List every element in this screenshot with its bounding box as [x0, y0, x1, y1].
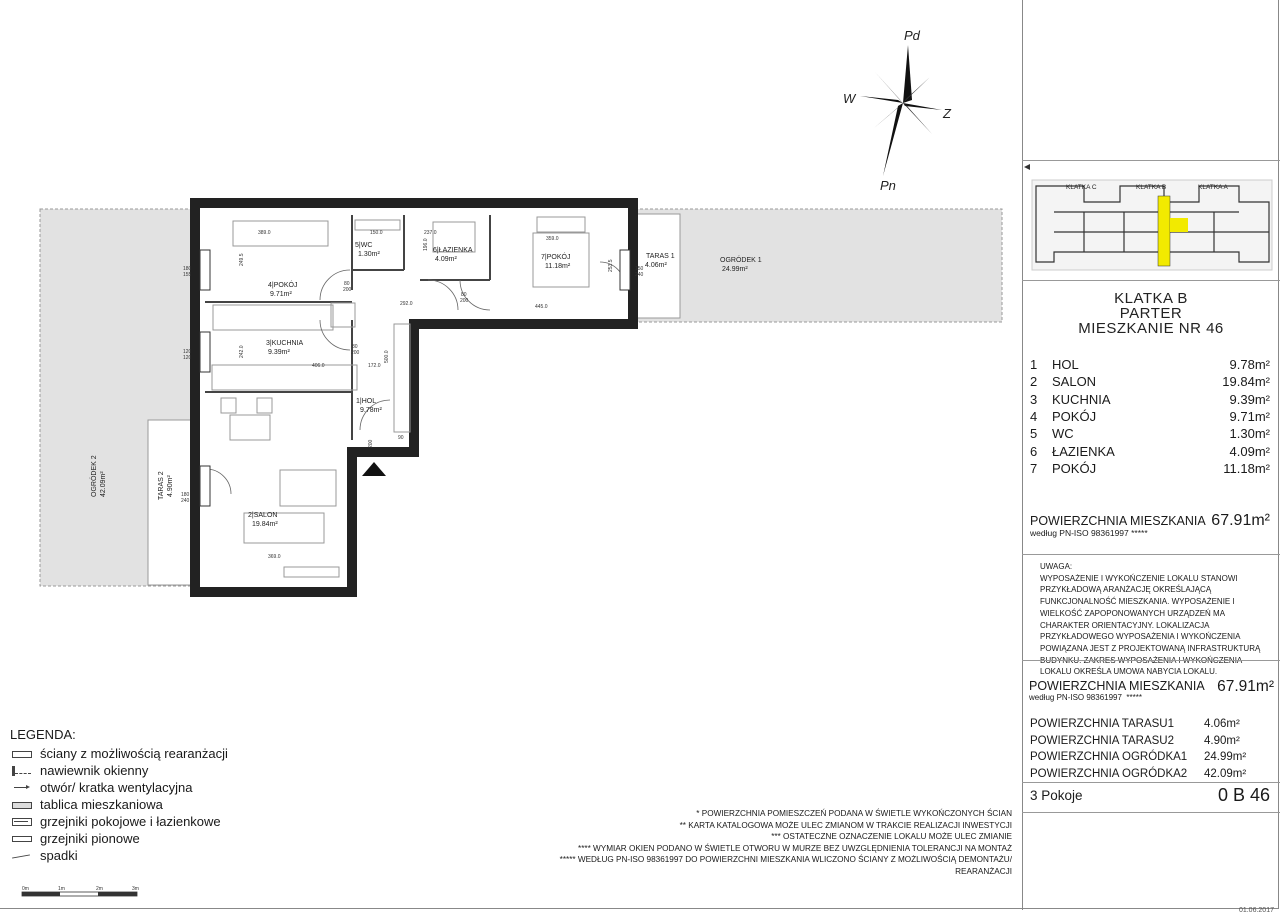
- header-line3: MIESZKANIE NR 46: [1078, 320, 1224, 337]
- wall-rearrange-icon: [10, 749, 34, 759]
- apartment-code: 0 B 46: [1217, 785, 1270, 805]
- plan-garden1-area: 24.99m²: [722, 266, 748, 273]
- plan-room2-name: 2|SALON: [248, 512, 278, 519]
- key-plan: [1024, 162, 1278, 278]
- plan-terrace1-area: 4.06m²: [645, 262, 667, 269]
- plan-room3-area: 9.39m²: [268, 349, 290, 356]
- room-row: 5 WC 1.30m²: [1030, 426, 1270, 442]
- notes-title: UWAGA:: [1040, 562, 1073, 571]
- total-area-block: [1030, 514, 1270, 538]
- plan-room4-name: 4|POKÓJ: [268, 282, 298, 289]
- svg-text:196.0: 196.0: [423, 238, 429, 251]
- legend-item: tablica mieszkaniowa: [10, 796, 228, 813]
- room-row: 4 POKÓJ 9.71m²: [1030, 409, 1270, 425]
- total-area-block-2: [1029, 679, 1274, 702]
- plan-terrace2-name: TARAS 2: [158, 471, 165, 500]
- svg-text:249.5: 249.5: [239, 253, 245, 266]
- plan-room7-area: 11.18m²: [545, 263, 571, 270]
- keyplan-label-b: KLATKA B: [1136, 184, 1167, 191]
- total-area-value: 67.91m²: [1211, 512, 1270, 529]
- plan-room3-name: 3|KUCHNIA: [266, 340, 304, 347]
- svg-text:200: 200: [343, 287, 352, 293]
- legend-item: spadki: [10, 847, 228, 864]
- svg-text:237.0: 237.0: [424, 230, 437, 236]
- svg-text:80: 80: [344, 281, 350, 287]
- list-item: POWIERZCHNIA OGRÓDKA1 24.99m²: [1030, 751, 1247, 764]
- svg-text:242.0: 242.0: [239, 345, 245, 358]
- keyplan-highlight: [1158, 196, 1170, 266]
- plan-room5-name: 5|WC: [355, 242, 373, 249]
- scale-bar: [18, 884, 148, 900]
- svg-text:155: 155: [183, 272, 192, 278]
- svg-text:1m: 1m: [58, 886, 65, 892]
- svg-text:80: 80: [352, 344, 358, 350]
- legend-item: otwór/ kratka wentylacyjna: [10, 779, 228, 796]
- svg-text:180: 180: [181, 492, 190, 498]
- panel-board-icon: [10, 800, 34, 810]
- total-area-value-2: 67.91m²: [1217, 678, 1274, 695]
- plan-room6-name: 6|ŁAZIENKA: [433, 247, 473, 254]
- svg-text:359.0: 359.0: [546, 236, 559, 242]
- legend-item: grzejniki pionowe: [10, 830, 228, 847]
- compass-e: Z: [943, 106, 951, 121]
- svg-text:240: 240: [181, 498, 190, 504]
- keyplan-label-a: KLATKA A: [1198, 184, 1228, 191]
- svg-text:445.0: 445.0: [535, 304, 548, 310]
- plan-room5-area: 1.30m²: [358, 251, 380, 258]
- list-item: POWIERZCHNIA TARASU2 4.90m²: [1030, 734, 1240, 747]
- window-vent-icon: [10, 766, 34, 776]
- date-stamp: 01.06.2017: [1238, 907, 1274, 914]
- radiator-icon: [10, 817, 34, 827]
- plan-terrace1-name: TARAS 1: [646, 253, 675, 260]
- compass-w: W: [843, 91, 856, 106]
- apartment-id: [1030, 785, 1272, 805]
- plan-garden2-name: OGRÓDEK 2: [91, 455, 98, 497]
- svg-text:3m: 3m: [132, 886, 139, 892]
- compass-rose: [843, 28, 952, 193]
- legend-title: LEGENDA:: [10, 727, 76, 742]
- svg-text:90: 90: [398, 435, 404, 441]
- outdoor-areas: [1030, 716, 1270, 782]
- legend-item: nawiewnik okienny: [10, 762, 228, 779]
- svg-text:389.0: 389.0: [258, 230, 271, 236]
- total-area-standard: według PN-ISO 98361997 *****: [1030, 528, 1148, 538]
- svg-text:80: 80: [461, 292, 467, 298]
- garden-1: [630, 209, 1002, 322]
- svg-text:253.5: 253.5: [608, 259, 614, 272]
- svg-text:150: 150: [635, 266, 644, 272]
- svg-text:292.0: 292.0: [400, 301, 413, 307]
- plan-room4-area: 9.71m²: [270, 291, 292, 298]
- plan-terrace2-area: 4.90m²: [167, 475, 174, 497]
- svg-text:200: 200: [460, 298, 469, 304]
- footnotes: * POWIERZCHNIA POMIESZCZEŃ PODANA W ŚWIETLE WYKOŃCZONYCH ŚCIAN ** KARTA KATALOGOWA MOŻE ULEC ZMIANOM W TRAKCIE REALIZACJI INWESTYCJI *** OSTATECZNE OZNACZENIE LOKALU MOŻE ULEC ZMIANIE **** WYMIAR OKIEN PODANO W ŚWIETLE OTWORU W MURZE BEZ UWZGLĘDNIENIA TOLERANCJI NA MONTAŻ ***** WEDŁUG PN-ISO 98361997 DO POWIERZCHNI MIESZKANIA WLICZONO ŚCIANY Z MOŻLIWOŚCIĄ DEMONTAŻU/ REARANŻACJI: [559, 809, 1012, 876]
- header-line2: PARTER: [1119, 305, 1183, 322]
- plan-garden2-area: 42.09m²: [100, 471, 107, 497]
- total-area-label: POWIERZCHNIA MIESZKANIA: [1030, 514, 1206, 528]
- room-row: 6 ŁAZIENKA 4.09m²: [1030, 443, 1270, 459]
- svg-text:172.0: 172.0: [368, 363, 381, 369]
- compass-n: Pd: [904, 28, 920, 43]
- svg-text:406.0: 406.0: [312, 363, 325, 369]
- legend-item: ściany z możliwością rearanżacji: [10, 745, 228, 762]
- total-area-label-2: POWIERZCHNIA MIESZKANIA: [1029, 679, 1205, 693]
- svg-text:369.0: 369.0: [268, 554, 281, 560]
- plan-room1-name: 1|HOL: [356, 398, 377, 405]
- svg-text:500.0: 500.0: [384, 350, 390, 363]
- svg-text:240: 240: [635, 272, 644, 278]
- slope-icon: [10, 851, 34, 861]
- keyplan-north-icon: [1024, 164, 1030, 170]
- legend: [10, 727, 228, 864]
- legend-item: grzejniki pokojowe i łazienkowe: [10, 813, 228, 830]
- ventilation-icon: [10, 783, 34, 793]
- total-area-standard-2: według PN-ISO 98361997 *****: [1029, 693, 1142, 702]
- list-item: POWIERZCHNIA OGRÓDKA2 42.09m²: [1030, 767, 1247, 780]
- svg-text:2m: 2m: [96, 886, 103, 892]
- rooms-count: 3 Pokoje: [1030, 788, 1083, 803]
- compass-s: Pn: [880, 178, 896, 193]
- entrance-arrow-icon: [362, 462, 386, 476]
- svg-text:180: 180: [183, 266, 192, 272]
- room-row: 1 HOL 9.78m²: [1030, 357, 1270, 373]
- plan-garden1-name: OGRÓDEK 1: [720, 257, 762, 264]
- svg-text:150.0: 150.0: [370, 230, 383, 236]
- plan-room6-area: 4.09m²: [435, 256, 457, 263]
- svg-text:200: 200: [351, 350, 360, 356]
- plan-room2-area: 19.84m²: [252, 521, 278, 528]
- room-list: [1030, 356, 1270, 477]
- keyplan-label-c: KLATKA C: [1066, 184, 1097, 191]
- svg-text:120: 120: [183, 349, 192, 355]
- plan-room7-name: 7|POKÓJ: [541, 254, 571, 261]
- svg-text:120: 120: [183, 355, 192, 361]
- room-row: 2 SALON 19.84m²: [1030, 374, 1270, 390]
- room-row: 3 KUCHNIA 9.39m²: [1030, 391, 1270, 407]
- plan-room1-area: 9.78m²: [360, 407, 382, 414]
- room-row: 7 POKÓJ 11.18m²: [1030, 460, 1270, 476]
- notes-body: WYPOSAŻENIE I WYKOŃCZENIE LOKALU STANOWI PRZYKŁADOWĄ ARANŻACJĘ OKREŚLAJĄCĄ FUNKCJONALNOŚĆ MIESZKANIA. WYPOSAŻENIE I WIELKOŚĆ ZAPOPONOWANYCH URZĄDZEŃ MA CHARAKTER ORIENTACYJNY. LOKALIZACJA PRZYKŁADOWEGO WYPOSAŻENIA I WYKOŃCZENIA POWIĄZANA JEST Z PROJEKTOWANĄ INFRASTRUKTURĄ BUDYNKU. ZAKRES WYPOSAŻENIA I WYKOŃCZENIA LOKALU OKREŚLA UMOWA NABYCIA LOKALU.: [1040, 573, 1261, 677]
- svg-text:200: 200: [368, 439, 374, 448]
- vertical-radiator-icon: [10, 834, 34, 844]
- list-item: POWIERZCHNIA TARASU1 4.06m²: [1030, 718, 1240, 731]
- svg-text:0m: 0m: [22, 886, 29, 892]
- header-line1: KLATKA B: [1114, 290, 1188, 307]
